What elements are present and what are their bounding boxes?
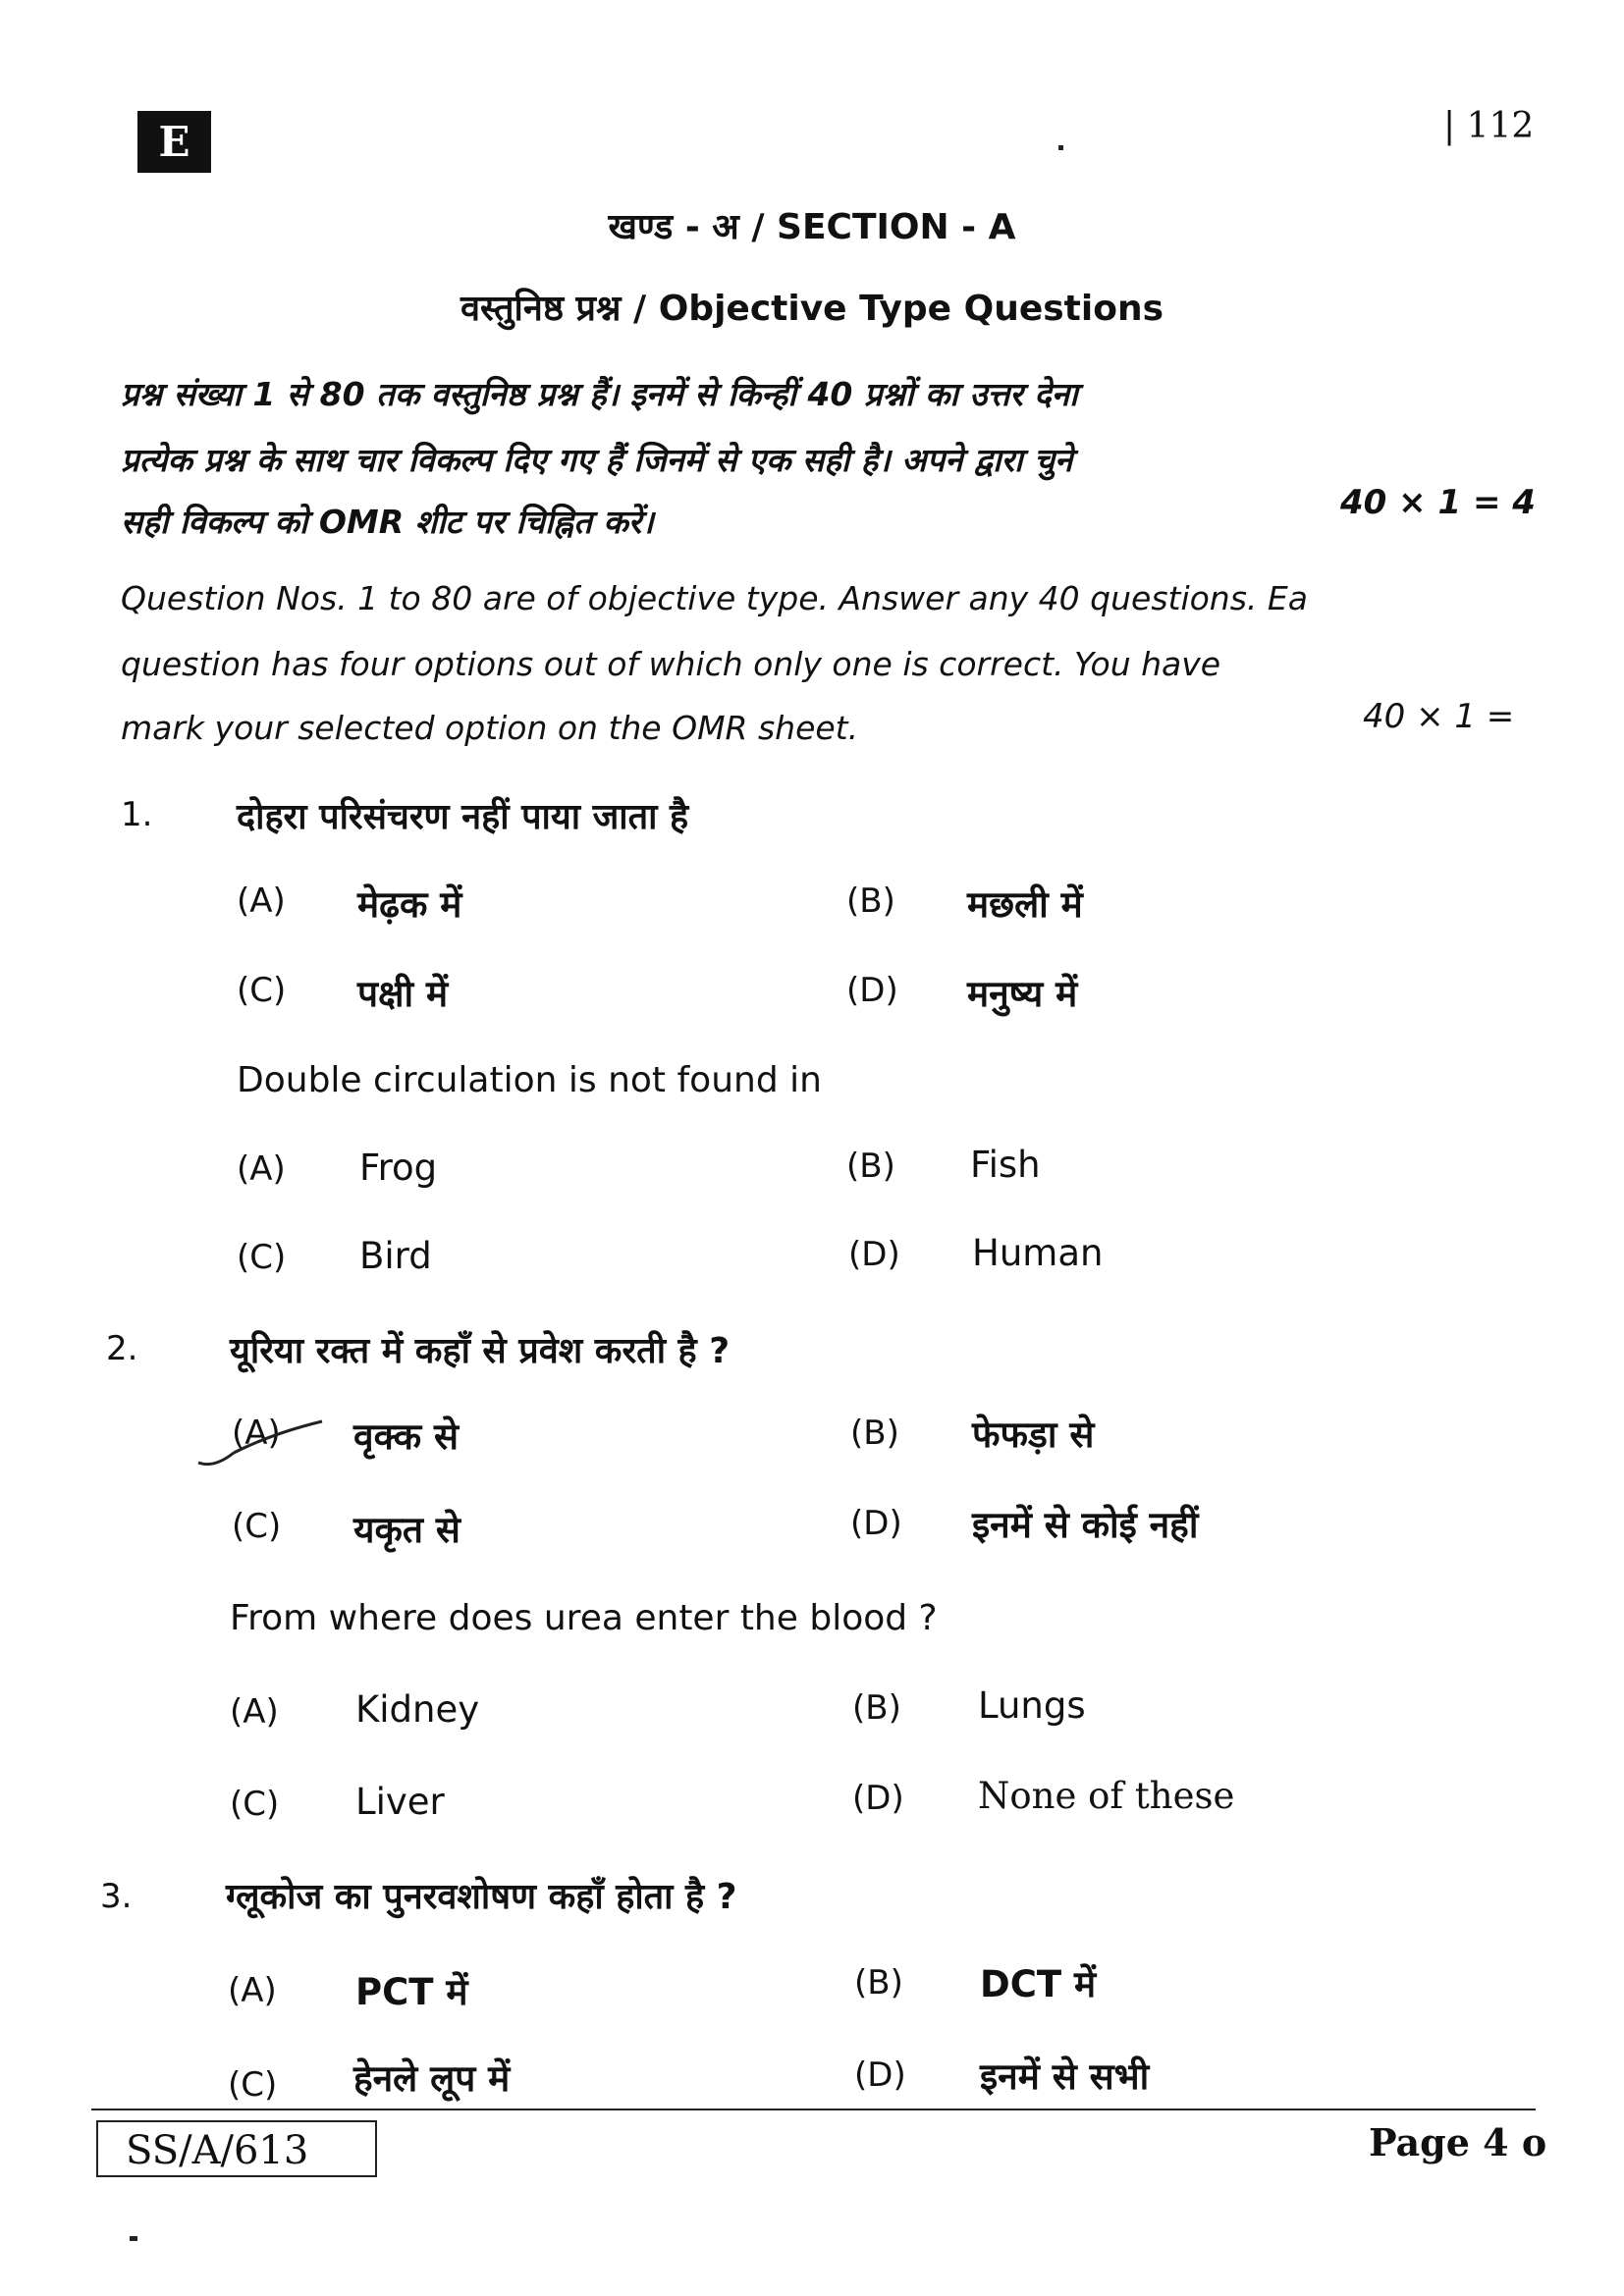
option-label: (D) (852, 1779, 904, 1818)
handwritten-tick-mark (194, 1414, 332, 1472)
page-reference: | 112 (1443, 106, 1535, 146)
instruction-english-2: question has four options out of which only one is correct. You have (121, 645, 1221, 683)
option-label: (B) (852, 1688, 901, 1728)
option-label: (C) (230, 1785, 280, 1824)
option-label: (B) (854, 1963, 903, 2002)
option-label: (A) (230, 1692, 279, 1732)
option-label: (D) (854, 2056, 906, 2095)
option-text: Liver (355, 1781, 445, 1823)
option-text: Kidney (355, 1688, 480, 1731)
option-text: इनमें से कोई नहीं (972, 1504, 1199, 1546)
page-number: Page 4 o (1369, 2120, 1547, 2164)
marks-hindi: 40 × 1 = 4 (1340, 483, 1536, 522)
instruction-hindi-2: प्रत्येक प्रश्न के साथ चार विकल्प दिए गए हैं जिनमें से एक सही है। अपने द्वारा चुने (121, 441, 1073, 479)
option-text: Fish (970, 1144, 1041, 1186)
option-label: (D) (850, 1504, 902, 1543)
option-label: (B) (846, 1147, 895, 1186)
option-text: मछली में (967, 883, 1083, 926)
option-text: मनुष्य में (967, 973, 1078, 1015)
option-label: (A) (232, 1414, 281, 1453)
question-number: 2. (106, 1329, 138, 1368)
option-label: (A) (237, 881, 286, 921)
footer-divider (91, 2109, 1536, 2110)
option-text: Lungs (978, 1684, 1086, 1727)
question-text-english: From where does urea enter the blood ? (230, 1598, 938, 1638)
option-text: Bird (359, 1235, 432, 1277)
option-label: (D) (846, 971, 898, 1010)
option-text: पक्षी में (357, 973, 449, 1015)
option-label: (C) (232, 1507, 282, 1546)
question-text-hindi: यूरिया रक्त में कहाँ से प्रवेश करती है ? (230, 1331, 731, 1371)
option-text: हेनले लूप में (353, 2057, 511, 2100)
option-text: Frog (359, 1147, 438, 1189)
option-label: (A) (237, 1149, 286, 1189)
speck (130, 2236, 137, 2241)
section-title: खण्ड - अ / SECTION - A (608, 207, 1016, 247)
option-text: यकृत से (353, 1509, 460, 1551)
option-text: मेढ़क में (357, 883, 462, 926)
option-text: वृक्क से (353, 1415, 460, 1458)
option-text: Human (972, 1232, 1104, 1274)
question-text-hindi: ग्लूकोज का पुनरवशोषण कहाँ होता है ? (226, 1877, 737, 1917)
speck (1058, 145, 1063, 150)
option-text: फेफड़ा से (972, 1414, 1095, 1456)
option-label: (B) (850, 1414, 899, 1453)
marks-english: 40 × 1 = (1363, 697, 1515, 736)
option-text: None of these (978, 1775, 1235, 1817)
instruction-hindi-3: सही विकल्प को OMR शीट पर चिह्नित करें। (121, 503, 654, 541)
option-label: (C) (228, 2065, 278, 2105)
option-label: (C) (237, 1238, 287, 1277)
paper-code: SS/A/613 (96, 2120, 377, 2177)
question-text-hindi: दोहरा परिसंचरण नहीं पाया जाता है (237, 797, 689, 837)
option-text: DCT में (980, 1963, 1097, 2005)
option-label: (A) (228, 1971, 277, 2010)
option-label: (B) (846, 881, 895, 921)
question-number: 3. (100, 1877, 133, 1916)
set-code-badge: E (137, 111, 211, 173)
option-label: (C) (237, 971, 287, 1010)
instruction-english-1: Question Nos. 1 to 80 are of objective type. Answer any 40 questions. Ea (121, 579, 1308, 617)
option-label: (D) (848, 1235, 900, 1274)
instruction-hindi-1: प्रश्न संख्या 1 से 80 तक वस्तुनिष्ठ प्रश्न हैं। इनमें से किन्हीं 40 प्रश्नों का उत्तर देना (121, 375, 1078, 413)
instruction-english-3: mark your selected option on the OMR sheet. (121, 709, 859, 747)
option-text: PCT में (355, 1971, 468, 2013)
subtitle: वस्तुनिष्ठ प्रश्न / Objective Type Questions (460, 289, 1164, 329)
option-text: इनमें से सभी (980, 2056, 1150, 2098)
question-number: 1. (121, 795, 153, 834)
question-text-english: Double circulation is not found in (237, 1060, 822, 1100)
